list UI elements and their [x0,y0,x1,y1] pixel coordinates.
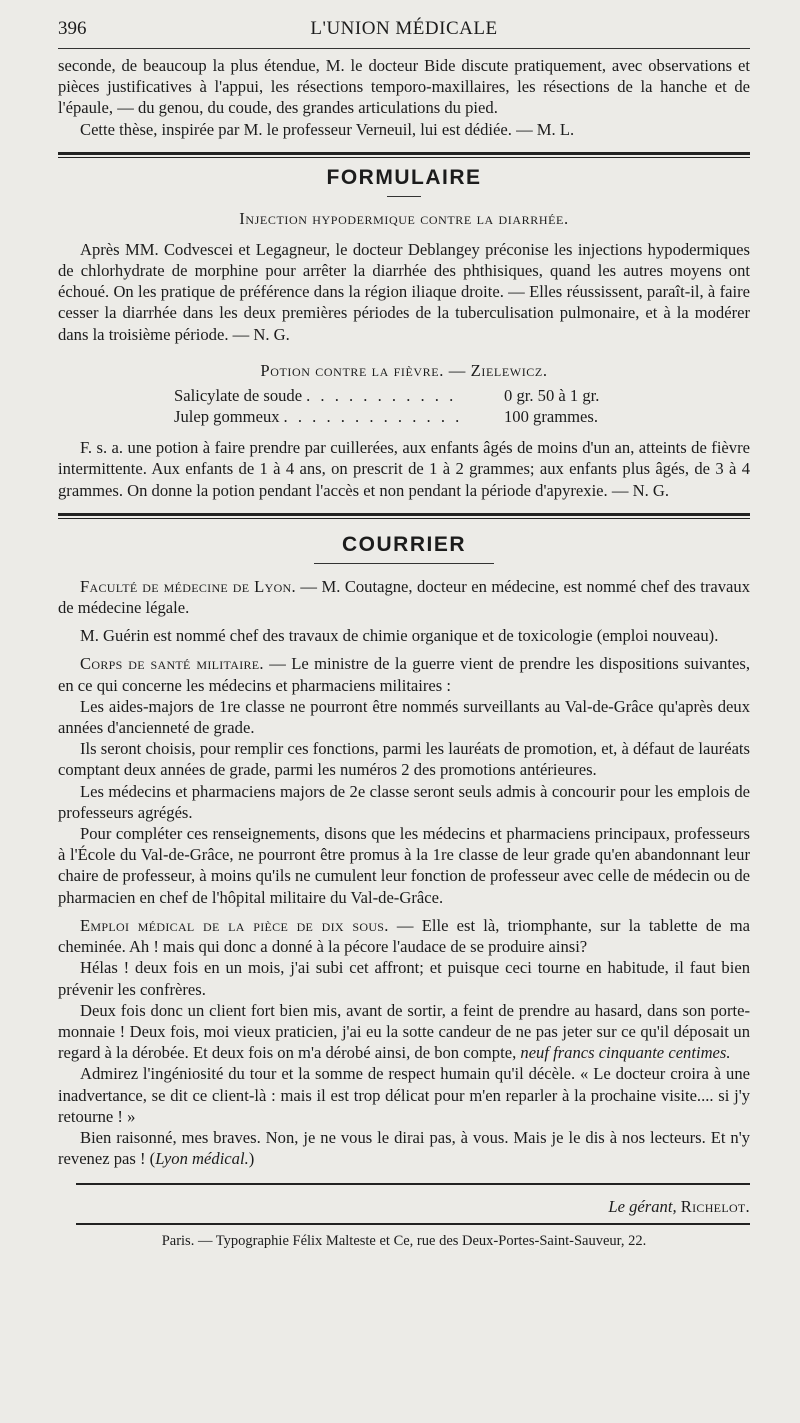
faculte-paragraph [58,576,750,618]
emploi-item [58,1127,750,1169]
corps-paragraph [58,653,750,695]
footer-rule [76,1183,750,1185]
spacer [58,427,750,437]
injection-text: Après MM. Codvescei et Legagneur, le docteur Deblangey préconise les injections hypodermiques de chlorhydrate de morphine pour arrêter la diarrhée des phthisiques, quand les autres moyens ont échoué. On les pratique de préférence dans la région iliaque droite. — Elles réussissent, paraît-il, à faire cesser la diarrhée dans les deux premières périodes de la tuberculisation pulmonaire, et à la modérer dans la troisième période. — N. G. [58,239,750,344]
journal-title: L'UNION MÉDICALE [310,18,498,39]
emploi-item: Hélas ! deux fois en un mois, j'ai subi cet affront; et puisque ceci tourne en habitude, il faut bien prévenir les confrères. [58,958,750,999]
formulaire-title: FORMULAIRE [326,165,482,189]
title-underline [387,196,421,197]
recipe-quantity: 0 gr. 50 à 1 gr. [504,385,600,405]
corps-item: Les médecins et pharmaciens majors de 2e classe seront seuls admis à concourir pour les emplois de professeurs agrégés. [58,781,750,822]
running-head [58,18,750,49]
courrier-title: COURRIER [341,532,466,556]
injection-title: Injection hypodermique contre la diarrhée. [239,208,569,228]
recipe-leader-dots: . . . . . . . . . . . . . [283,407,463,427]
corps-text: — Le ministre de la guerre vient de prendre les dispositions suivantes, en ce qui concerne les médecins et pharmaciens militaires : [58,654,750,695]
signature [58,1197,750,1217]
emploi-item-text: Bien raisonné, mes braves. Non, je ne vous le dirai pas, à vous. Mais je le dis à nos lecteurs. Et n'y revenez pas ! ( [58,1127,750,1169]
faculte-heading: Faculté de médecine de Lyon. [80,576,296,596]
intro-paragraph: seconde, de beaucoup la plus étendue, M. le docteur Bide discute pratiquement, avec observations et pièces justificatives à l'appui, les résections temporo-maxillaires, les résections de la hanche et de l'épaule, — du genou, du coude, des grandes articulations du pied. [58,56,750,118]
section-divider [58,513,750,519]
section-divider [58,152,750,158]
emploi-item: Admirez l'ingéniosité du tour et la somme de respect humain qu'il décèle. « Le docteur croira à une inadvertance, se dit ce client-là : mais il est trop délicat pour m'en reparler à la prochaine visite.... si j'y retourne ! » [58,1064,750,1126]
emploi-text: — Elle est là, triomphante, sur la tablette de ma cheminée. Ah ! mais qui donc a donné à la pécore l'audace de se produire ainsi? [58,915,750,957]
emploi-item [58,1000,750,1064]
recipe-quantity: 100 grammes. [504,407,599,427]
title-underline [314,563,494,564]
potion-text: F. s. a. une potion à faire prendre par cuillerées, aux enfants âgés de moins d'un an, atteints de fièvre intermittente. Aux enfants de 1 à 4 ans, on prescrit de 1 à 2 grammes; aux enfants plus âgés, de 3 à 4 grammes. On donne la potion pendant l'accès et non pendant la période d'apyrexie. — N. G. [58,438,750,500]
corps-item: Pour compléter ces renseignements, disons que les médecins et pharmaciens principaux, professeurs à l'École du Val-de-Grâce, ne pourront être promus à la 1re classe de leur grade qu'en abandonnant leur chaire de professeur, à moins qu'ils ne cumulent leur fonction de professeur avec celle de médecin ou de pharmacien en chef de l'hôpital militaire du Val-de-Grâce. [58,824,750,907]
printer-imprint: Paris. — Typographie Félix Malteste et Ce, rue des Deux-Portes-Saint-Sauveur, 22. [161,1233,647,1250]
emploi-item-text: Deux fois donc un client fort bien mis, avant de sortir, a feint de prendre au hasard, dans son porte-monnaie ! Deux fois, moi vieux praticien, j'ai eu la sotte candeur de ne pas jeter sur ce qu'il déposait un regard à la dérobée. Et deux fois on m'a dérobé ainsi, de bon compte, [58,1000,750,1063]
emploi-heading: Emploi médical de la pièce de dix sous. [80,915,389,935]
potion-title: Potion contre la fièvre. — Zielewicz. [260,360,548,380]
footer-rule [76,1223,750,1225]
emploi-item-emphasis: Lyon médical. [155,1149,249,1169]
guerin-paragraph: M. Guérin est nommé chef des travaux de chimie organique et de toxicologie (emploi nouveau). [80,626,719,646]
recipe-leader-dots: . . . . . . . . . . . [306,385,457,405]
faculte-text: — M. Coutagne, docteur en médecine, est nommé chef des travaux de médecine légale. [58,576,750,618]
signature-label: Le gérant, [608,1197,677,1217]
recipe-line [174,385,634,406]
emploi-paragraph [58,915,750,957]
recipe-line [174,406,634,427]
corps-heading: Corps de santé militaire. [80,654,264,674]
emploi-item-emphasis: neuf francs cinquante centimes. [520,1043,731,1063]
recipe-ingredient: Salicylate de soude [174,385,303,405]
recipe-ingredient: Julep gommeux [174,407,280,427]
corps-item: Ils seront choisis, pour remplir ces fonctions, parmi les lauréats de promotion, et, à défaut de lauréats comptant deux années de grade, parmi les numéros 2 des promotions antérieures. [58,739,751,780]
recipe-list [174,385,634,427]
emploi-item-text: ) [248,1149,255,1169]
intro-section [58,55,750,140]
corps-item: Les aides-majors de 1re classe ne pourront être nommés surveillants au Val-de-Grâce qu'après deux années d'ancienneté de grade. [58,696,750,738]
page-number: 396 [58,18,87,39]
signature-name: Richelot. [680,1197,750,1217]
intro-signoff: Cette thèse, inspirée par M. le professeur Verneuil, lui est dédiée. — M. L. [80,119,575,139]
